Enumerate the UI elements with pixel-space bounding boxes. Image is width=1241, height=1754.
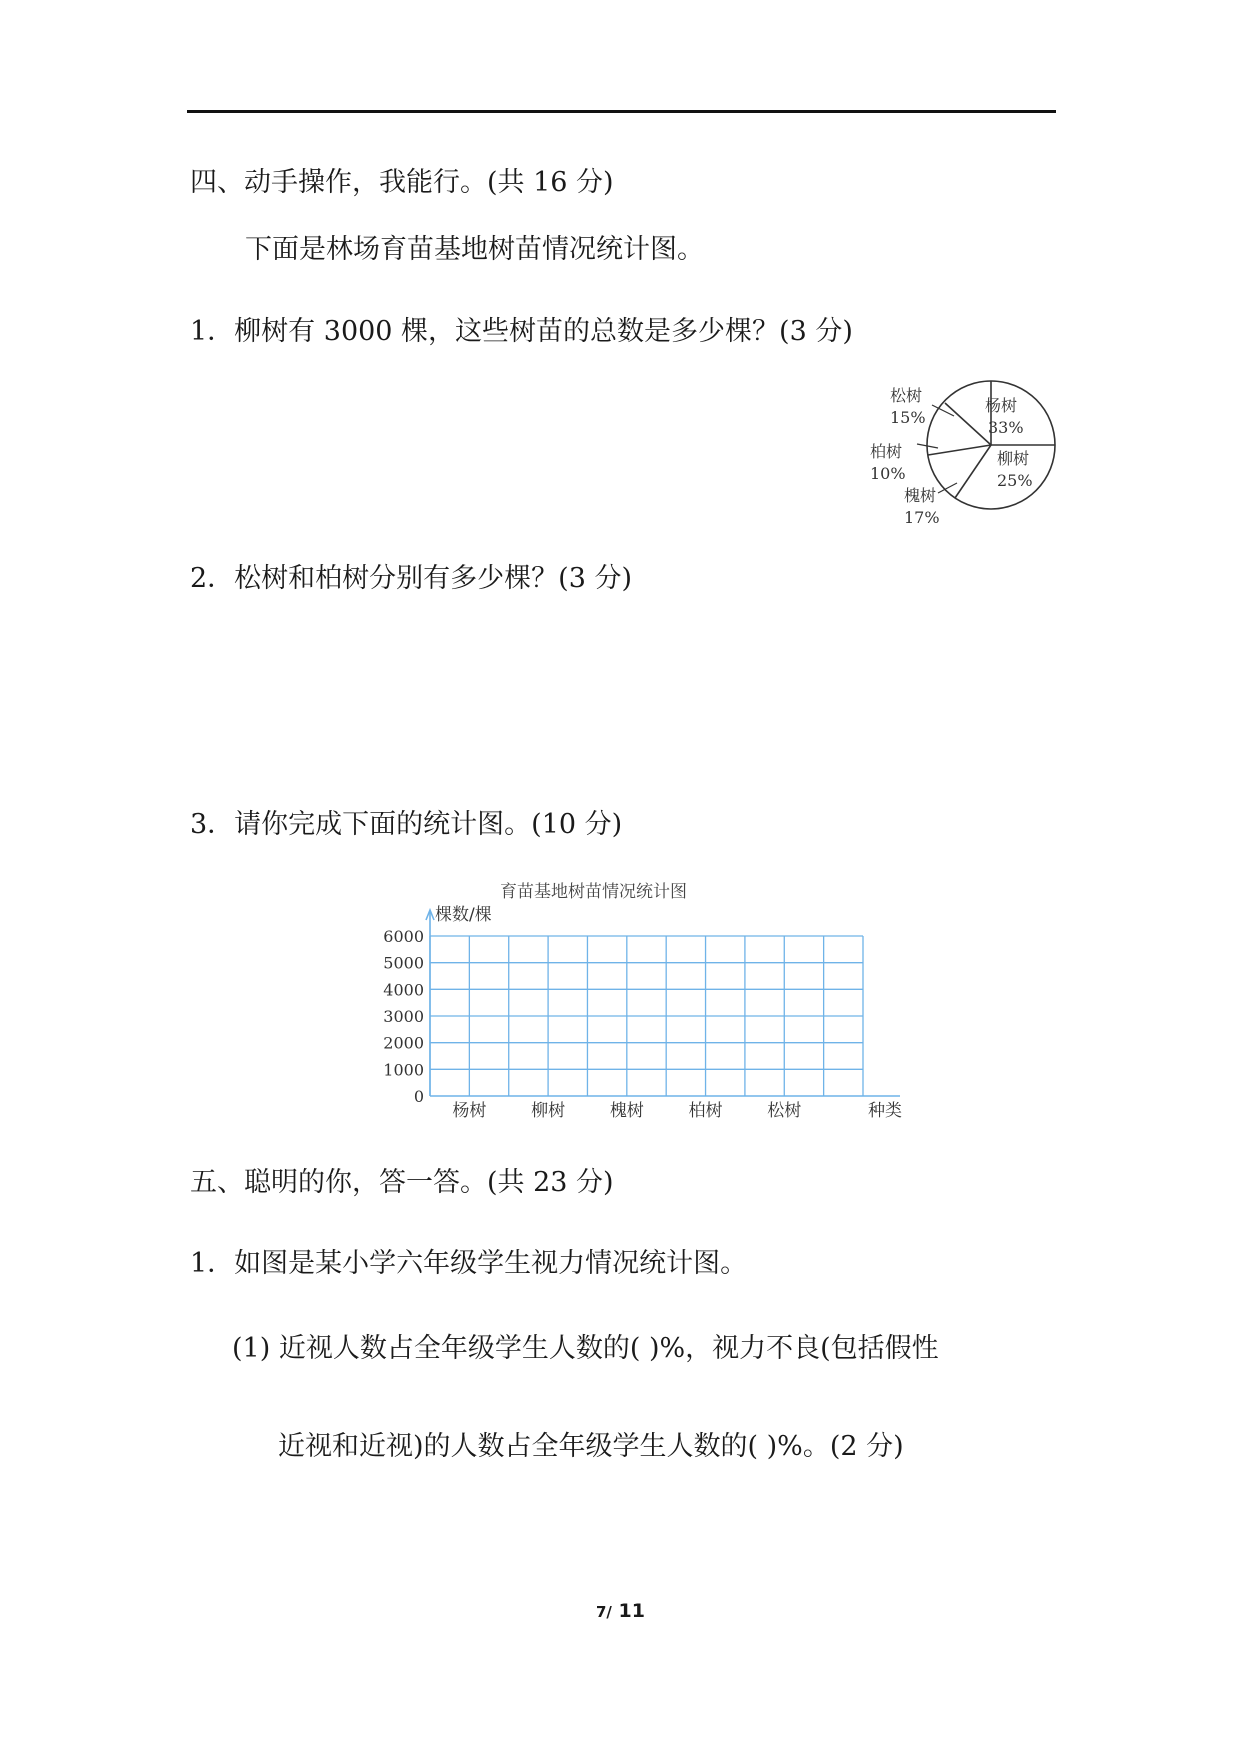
question-1: 1．柳树有 3000 棵，这些树苗的总数是多少棵？(3 分) <box>190 316 853 347</box>
pie-label-pct: 17% <box>904 508 940 527</box>
y-tick-label: 5000 <box>383 953 424 973</box>
pie-label-name: 松树 <box>890 386 923 405</box>
section4-heading: 四、动手操作，我能行。(共 16 分) <box>190 167 614 198</box>
y-tick-label: 2000 <box>383 1033 424 1053</box>
header-rule <box>187 110 1056 113</box>
question-2: 2．松树和柏树分别有多少棵？(3 分) <box>190 563 633 594</box>
sub-question-1-line2: 近视和近视)的人数占全年级学生人数的( )%。(2 分) <box>278 1431 904 1462</box>
chart-title: 育苗基地树苗情况统计图 <box>500 882 687 902</box>
section5-heading: 五、聪明的你，答一答。(共 23 分) <box>190 1167 614 1198</box>
pie-label-pct: 15% <box>890 408 926 427</box>
bar-chart <box>360 870 920 1132</box>
x-tick-label: 槐树 <box>609 1101 644 1121</box>
chart-grid <box>430 936 863 1096</box>
page-total: 11 <box>618 1600 645 1622</box>
page-number <box>0 1600 1241 1622</box>
section4-intro: 下面是林场育苗基地树苗情况统计图。 <box>245 234 704 265</box>
question-5-1: 1．如图是某小学六年级学生视力情况统计图。 <box>190 1248 748 1279</box>
x-tick-label: 松树 <box>767 1101 802 1121</box>
x-axis-label: 种类 <box>868 1101 902 1121</box>
sub-question-1-line1: (1) 近视人数占全年级学生人数的( )%，视力不良(包括假性 <box>232 1333 939 1364</box>
y-tick-label: 0 <box>413 1087 424 1106</box>
x-tick-label: 柳树 <box>531 1101 566 1121</box>
y-tick-label: 3000 <box>383 1007 424 1026</box>
x-tick-labels <box>452 1100 801 1121</box>
y-axis-label: 棵数/棵 <box>435 905 492 925</box>
pie-label-pct: 10% <box>870 464 906 483</box>
x-tick-label: 杨树 <box>452 1101 487 1121</box>
pie-divider <box>955 445 991 498</box>
pie-label-pct: 33% <box>988 418 1024 437</box>
pie-label-name: 柏树 <box>870 442 903 461</box>
y-tick-label: 6000 <box>383 927 424 946</box>
question-3: 3．请你完成下面的统计图。(10 分) <box>190 809 623 840</box>
pie-label-name: 槐树 <box>904 486 937 505</box>
x-tick-label: 柏树 <box>688 1101 723 1121</box>
pie-label-pct: 25% <box>997 471 1033 490</box>
page-current: 7/ <box>596 1603 612 1621</box>
chart-axes <box>426 910 900 1096</box>
y-tick-label: 1000 <box>383 1060 424 1080</box>
y-tick-labels <box>383 927 424 1106</box>
pie-label-name: 杨树 <box>985 396 1018 415</box>
pie-label-name: 柳树 <box>997 449 1030 468</box>
pie-chart <box>860 378 1060 538</box>
pie-divider <box>928 445 991 455</box>
y-tick-label: 4000 <box>383 980 424 1000</box>
